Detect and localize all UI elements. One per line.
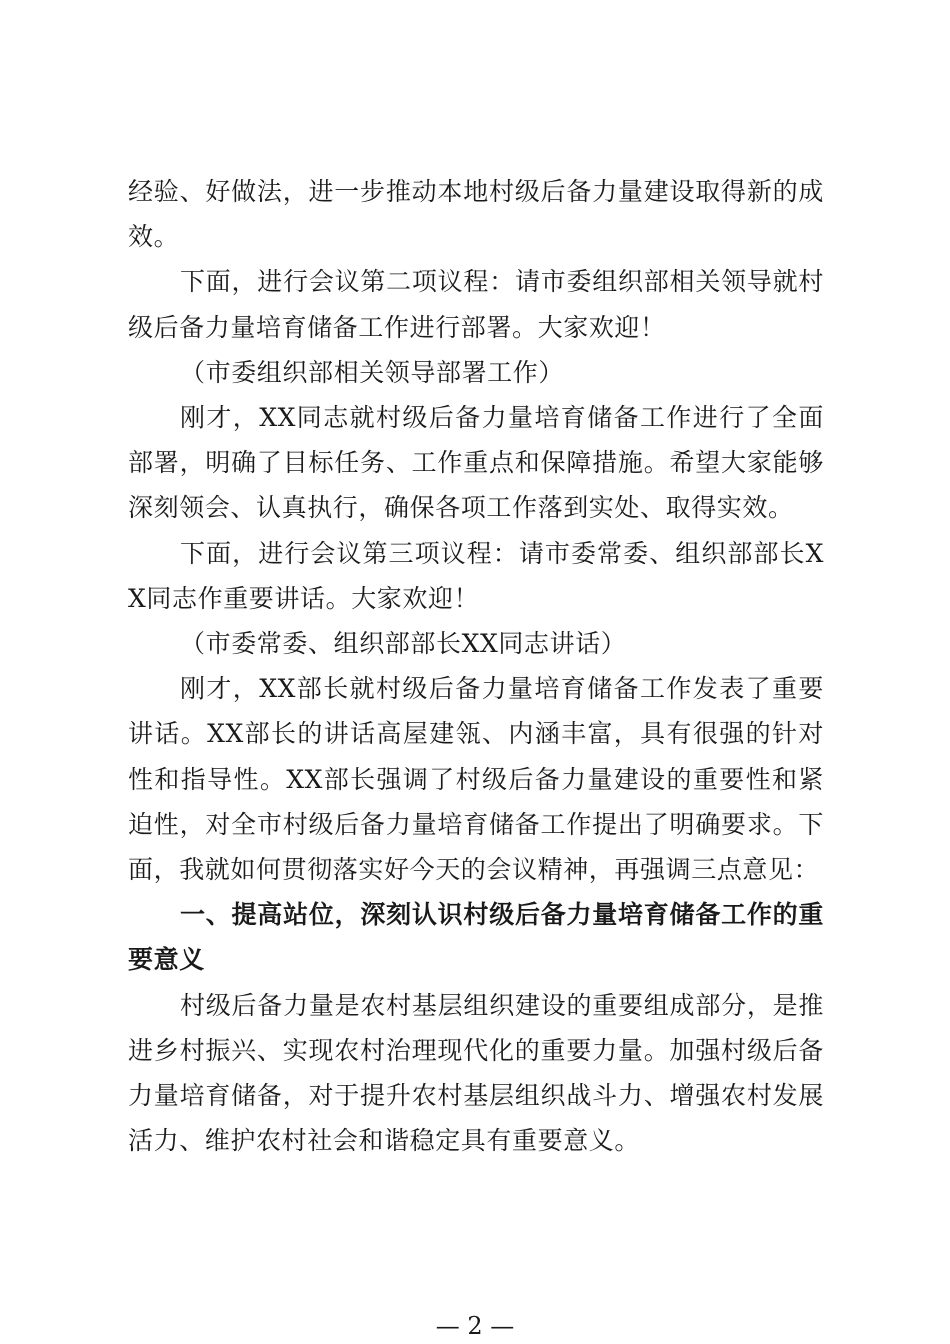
- agenda-item-two: 下面，进行会议第二项议程：请市委组织部相关领导就村级后备力量培育储备工作进行部署。大家欢迎！: [128, 267, 824, 342]
- summary-paragraph-three: 刚才，XX部长就村级后备力量培育储备工作发表了重要讲话。XX部长的讲话高屋建瓴、内涵丰富，具有很强的针对性和指导性。XX部长强调了村级后备力量建设的重要性和紧迫性，对全市村级后备力量培育储备工作提出了明确要求。下面，我就如何贯彻落实好今天的会议精神，再强调三点意见：: [128, 674, 824, 885]
- stage-note-two: （市委组织部相关领导部署工作）: [180, 357, 565, 387]
- agenda-item-three: 下面，进行会议第三项议程：请市委常委、组织部部长XX同志作重要讲话。大家欢迎！: [128, 538, 824, 613]
- continued-paragraph: 经验、好做法，进一步推动本地村级后备力量建设取得新的成效。: [128, 177, 824, 252]
- section-heading-one: 一、提高站位，深刻认识村级后备力量培育储备工作的重要意义: [128, 900, 824, 975]
- page-number: — 2 —: [435, 1312, 515, 1340]
- document-body: [128, 169, 824, 1163]
- summary-paragraph-two: 刚才，XX同志就村级后备力量培育储备工作进行了全面部署，明确了目标任务、工作重点和保障措施。希望大家能够深刻领会、认真执行，确保各项工作落到实处、取得实效。: [128, 403, 824, 523]
- section-one-body: 村级后备力量是农村基层组织建设的重要组成部分，是推进乡村振兴、实现农村治理现代化的重要力量。加强村级后备力量培育储备，对于提升农村基层组织战斗力、增强农村发展活力、维护农村社会和谐稳定具有重要意义。: [128, 990, 824, 1156]
- stage-note-three: （市委常委、组织部部长XX同志讲话）: [180, 629, 627, 659]
